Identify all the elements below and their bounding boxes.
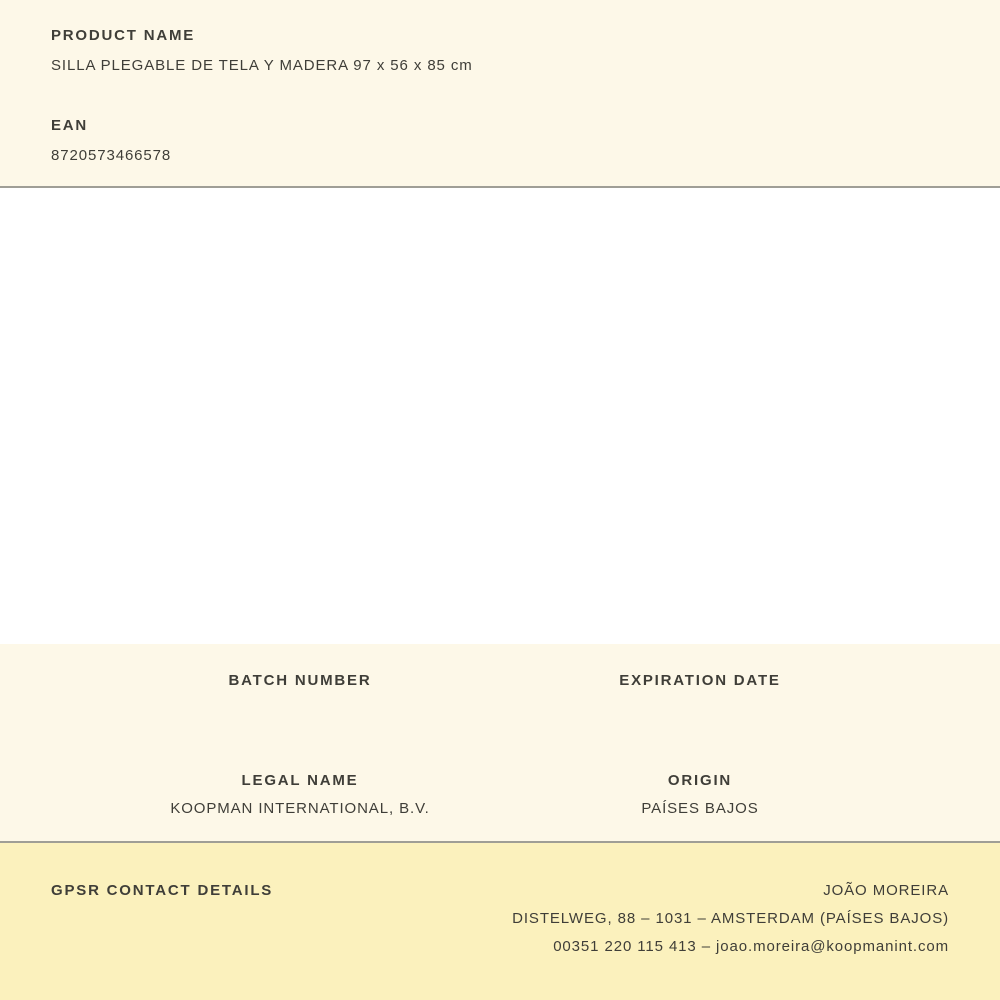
expiration-date-column [500,672,900,718]
gpsr-contact-name: JOÃO MOREIRA [823,882,949,899]
gpsr-contact-section [0,843,1000,1000]
legal-name-value: KOOPMAN INTERNATIONAL, B.V. [170,800,430,817]
ean-label: EAN [51,117,89,134]
expiration-date-label: EXPIRATION DATE [619,672,781,689]
batch-number-value [100,700,500,718]
gpsr-contact-block [512,877,949,961]
product-name-block [51,27,949,75]
ean-block [51,117,949,165]
batch-expiration-row [100,672,900,718]
product-name-label: PRODUCT NAME [51,27,196,44]
origin-column [500,772,900,818]
legal-origin-row [100,772,900,818]
product-image-placeholder [0,188,1000,644]
gpsr-contact-title: GPSR CONTACT DETAILS [51,882,274,899]
expiration-date-value [500,700,900,718]
ean-value: 8720573466578 [51,147,172,164]
batch-number-label: BATCH NUMBER [228,672,372,689]
details-section [0,644,1000,843]
legal-name-label: LEGAL NAME [241,772,359,789]
gpsr-contact-address: DISTELWEG, 88 – 1031 – AMSTERDAM (PAÍSES BAJOS) [512,910,949,927]
legal-name-column [100,772,500,818]
gpsr-contact-phone-email: 00351 220 115 413 – joao.moreira@koopmanint.com [553,938,949,955]
batch-number-column [100,672,500,718]
product-header-section [0,0,1000,188]
origin-label: ORIGIN [667,772,733,789]
product-name-value: SILLA PLEGABLE DE TELA Y MADERA 97 x 56 x 85 cm [51,57,473,74]
origin-value: PAÍSES BAJOS [641,800,759,817]
